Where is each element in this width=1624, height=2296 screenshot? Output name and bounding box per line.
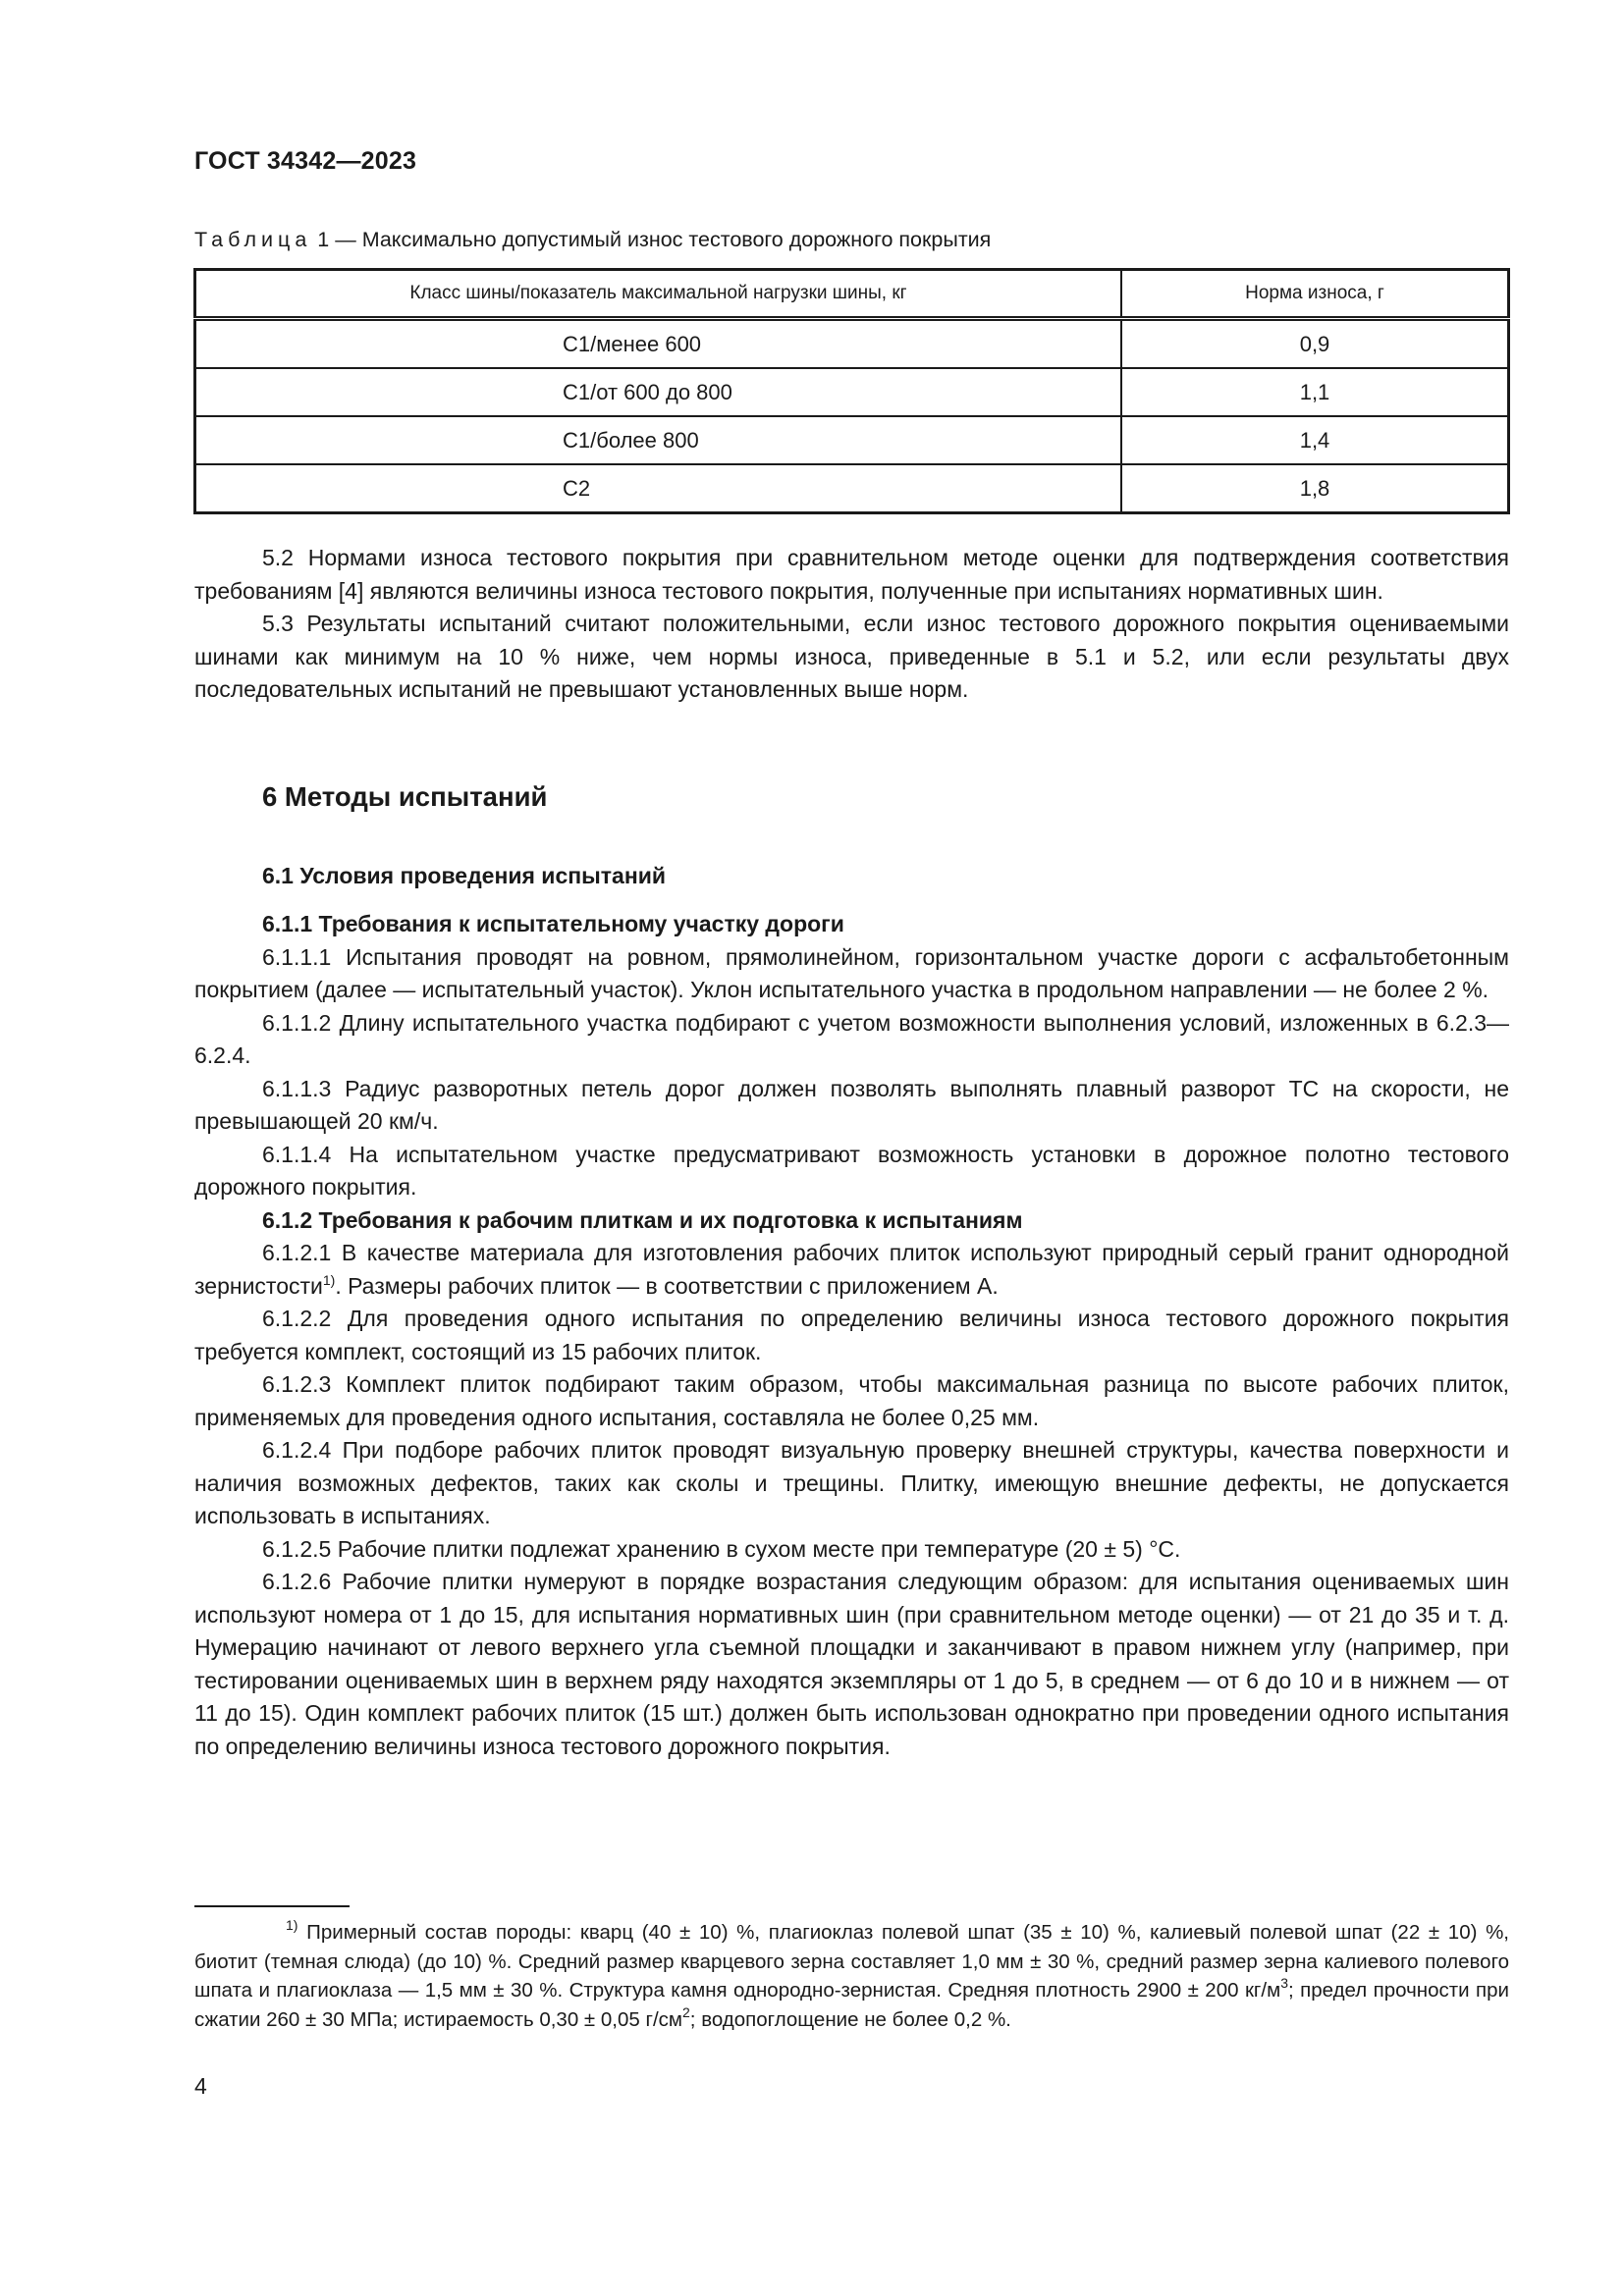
page-number: 4 <box>194 2073 207 2099</box>
tire-class-cell: С1/более 800 <box>195 416 1122 464</box>
paragraph-6-1-2-5: 6.1.2.5 Рабочие плитки подлежат хранению в сухом месте при температуре (20 ± 5) °С. <box>262 1535 1181 1562</box>
section-6-1-heading-block <box>194 860 1509 893</box>
tire-class-cell: С1/менее 600 <box>195 319 1122 369</box>
footnote-text-part: Примерный состав породы: кварц (40 ± 10) %, плагиоклаз полевой шпат (35 ± 10) %, калиевый полевой шпат (22 ± 10) %, биотит (темная слюда) (до 10) %. Средний размер кварцевого зерна составляет 1,0 мм ± 30 %, средний размер зерна калиевого полевого шпата и плагиоклаза — 1,5 мм ± 30 %. Структура камня однородно-зернистая. Средняя плотность 2900 ± 200 кг/м <box>194 1921 1509 2002</box>
superscript: 3 <box>1280 1975 1288 1992</box>
wear-norm-cell: 1,4 <box>1121 416 1509 464</box>
paragraph-6-1-1-2: 6.1.1.2 Длину испытательного участка подбирают с учетом возможности выполнения условий, изложенных в 6.2.3—6.2.4. <box>194 1009 1509 1068</box>
table-caption-title: 1 — Максимально допустимый износ тестового дорожного покрытия <box>311 228 992 251</box>
paragraph-5-3: 5.3 Результаты испытаний считают положительными, если износ тестового дорожного покрытия оцениваемыми шинами как минимум на 10 % ниже, чем нормы износа, приведенные в 5.1 и 5.2, или если результаты двух последовательных испытаний не превышают установленных выше норм. <box>194 611 1509 702</box>
paragraph-5-2: 5.2 Нормами износа тестового покрытия при сравнительном методе оценки для подтверждения соответствия требованиям [4] являются величины износа тестового покрытия, полученные при испытаниях нормативных шин. <box>194 545 1509 604</box>
footnote-reference[interactable]: 1) <box>322 1271 336 1288</box>
subsection-heading-6-1-1: 6.1.1 Требования к испытательному участку дороги <box>262 911 844 936</box>
tire-class-cell: С1/от 600 до 800 <box>195 368 1122 416</box>
section-heading-6: 6 Методы испытаний <box>262 781 548 812</box>
subsection-heading-6-1: 6.1 Условия проведения испытаний <box>262 863 667 888</box>
document-code-header: ГОСТ 34342—2023 <box>194 147 417 175</box>
footnote-text <box>194 1918 1509 2035</box>
column-header-tire-class: Класс шины/показатель максимальной нагрузки шины, кг <box>195 270 1122 319</box>
section-6-1-text <box>194 908 1509 1763</box>
footnote-text-part: ; водопоглощение не более 0,2 %. <box>689 2008 1011 2032</box>
subsection-heading-6-1-2: 6.1.2 Требования к рабочим плиткам и их подготовка к испытаниям <box>262 1206 1023 1233</box>
section-6-heading-block <box>194 780 1509 814</box>
table-caption-label: Таблица <box>194 228 312 251</box>
paragraph-6-1-2-2: 6.1.2.2 Для проведения одного испытания по определению величины износа тестового дорожного покрытия требуется комплект, состоящий из 15 рабочих плиток. <box>194 1306 1509 1364</box>
paragraph-text: 6.1.2.1 В качестве материала для изготовления рабочих плиток используют природный серый гранит однородной зернистости <box>194 1240 1509 1299</box>
paragraph-6-1-2-4: 6.1.2.4 При подборе рабочих плиток проводят визуальную проверку внешней структуры, качества поверхности и наличия возможных дефектов, таких как сколы и трещины. Плитку, имеющую внешние дефекты, не допускается использовать в испытаниях. <box>194 1437 1509 1528</box>
superscript: 2 <box>682 2004 690 2021</box>
section-5-text <box>194 542 1509 707</box>
tire-class-cell: С2 <box>195 464 1122 513</box>
table-row <box>195 464 1509 513</box>
paragraph-6-1-1-3: 6.1.1.3 Радиус разворотных петель дорог должен позволять выполнять плавный разворот ТС на скорости, не превышающей 20 км/ч. <box>194 1075 1509 1134</box>
wear-norm-cell: 0,9 <box>1121 319 1509 369</box>
paragraph-6-1-2-1 <box>194 1237 1509 1303</box>
paragraph-6-1-1-1: 6.1.1.1 Испытания проводят на ровном, прямолинейном, горизонтальном участке дороги с асфальтобетонным покрытием (далее — испытательный участок). Уклон испытательного участка в продольном направлении — не более 2 %. <box>194 943 1509 1002</box>
table-row <box>195 319 1509 369</box>
footnote-marker: 1) <box>286 1917 298 1933</box>
footnote-text-part: ; предел прочности при сжатии 260 ± 30 МПа; истираемость 0,30 ± 0,05 г/см <box>194 1979 1510 2032</box>
paragraph-6-1-2-6: 6.1.2.6 Рабочие плитки нумеруют в порядке возрастания следующим образом: для испытания оцениваемых шин используют номера от 1 до 15, для испытания нормативных шин (при сравнительном методе оценки) — от 21 до 35 и т. д. Нумерацию начинают от левого верхнего угла съемной площадки и заканчивают в правом нижнем углу (например, при тестировании оцениваемых шин в верхнем ряду находятся экземпляры от 1 до 5, в среднем — от 6 до 10 и в нижнем — от 11 до 15). Один комплект рабочих плиток (15 шт.) должен быть использован однократно при проведении одного испытания по определению величины износа тестового дорожного покрытия. <box>194 1569 1509 1759</box>
paragraph-6-1-1-4: 6.1.1.4 На испытательном участке предусматривают возможность установки в дорожное полотно тестового дорожного покрытия. <box>194 1141 1509 1200</box>
footnote-1 <box>194 1918 1509 2035</box>
paragraph-text: . Размеры рабочих плиток — в соответствии с приложением А. <box>335 1272 999 1299</box>
table-row <box>195 416 1509 464</box>
table-header-row <box>195 270 1509 319</box>
paragraph-6-1-2-3: 6.1.2.3 Комплект плиток подбирают таким образом, чтобы максимальная разница по высоте рабочих плиток, применяемых для проведения одного испытания, составляла не более 0,25 мм. <box>194 1371 1509 1430</box>
table-row <box>195 368 1509 416</box>
column-header-wear-norm: Норма износа, г <box>1121 270 1509 319</box>
table-caption <box>194 228 991 252</box>
wear-norm-cell: 1,1 <box>1121 368 1509 416</box>
wear-norm-cell: 1,8 <box>1121 464 1509 513</box>
wear-norms-table <box>193 268 1510 514</box>
footnote-divider <box>194 1905 350 1907</box>
